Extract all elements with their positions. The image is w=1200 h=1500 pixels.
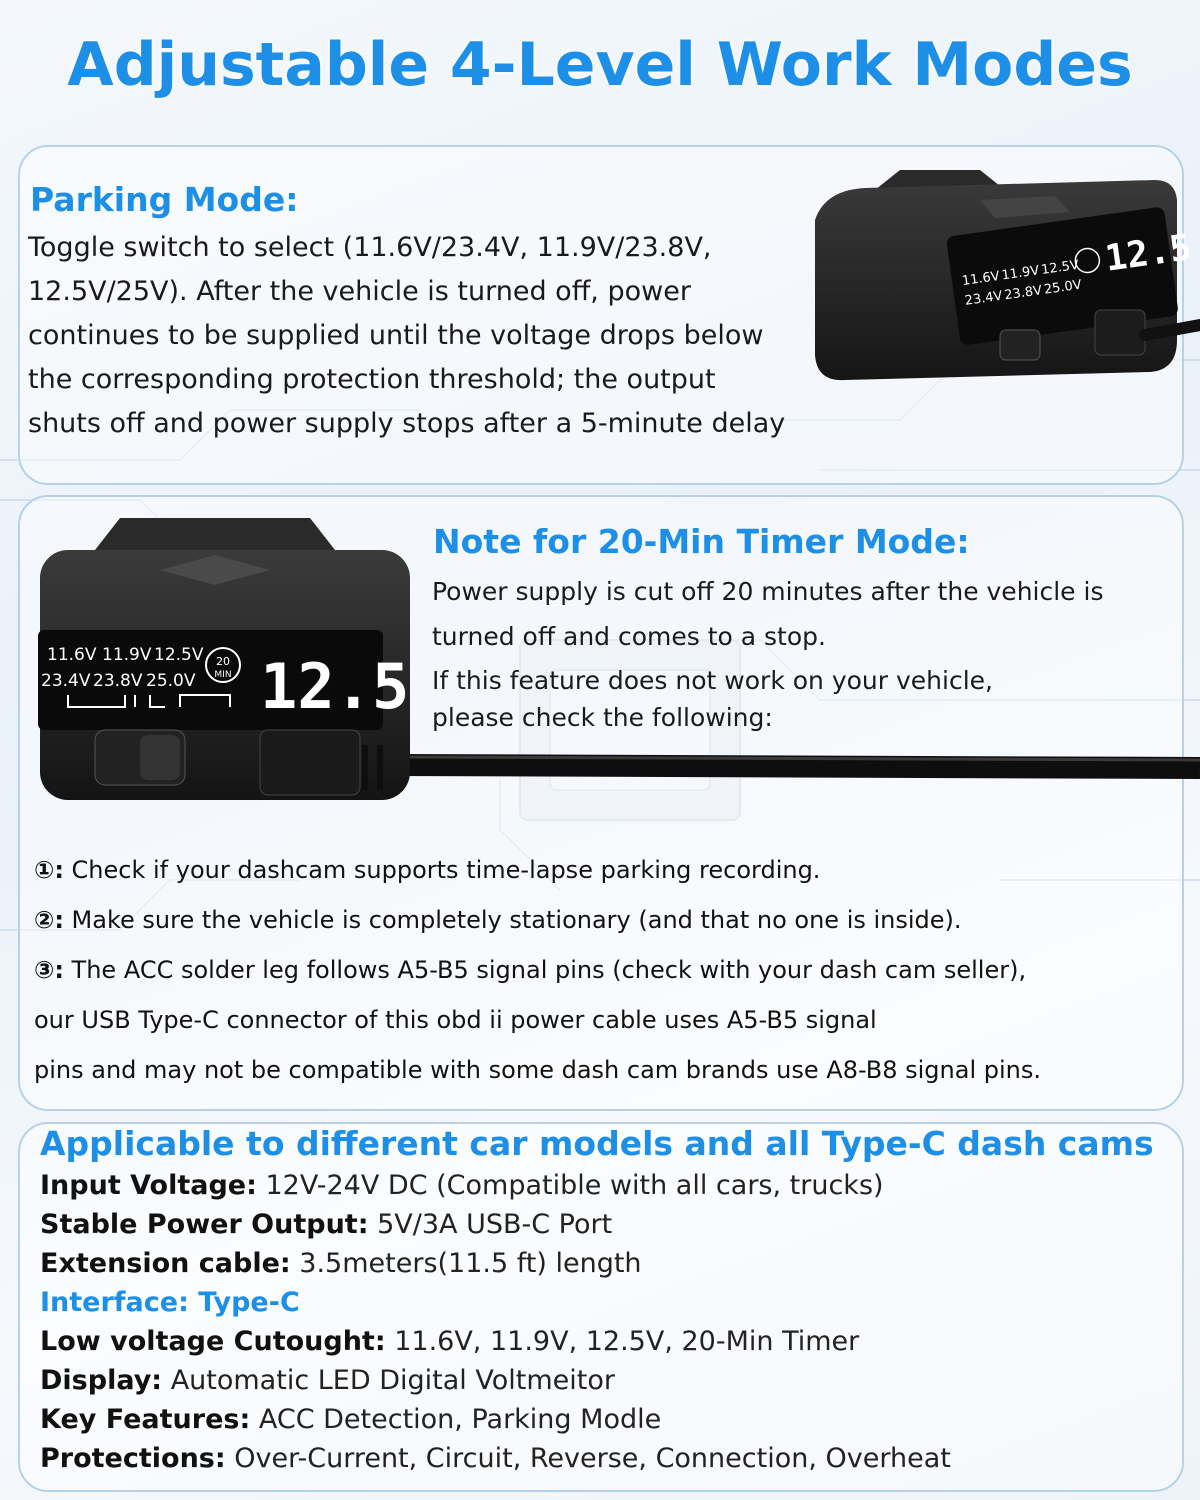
device-timer-unit: MIN [214, 670, 232, 680]
check-item [34, 895, 1174, 945]
spec-key: Interface: Type-C [40, 1287, 300, 1318]
device-label-row1: 12.5V [154, 645, 204, 665]
parking-line: shuts off and power supply stops after a 5-minute delay [28, 408, 786, 439]
device-label-row1: 11.9V [1000, 263, 1041, 284]
spec-display [40, 1361, 1180, 1400]
spec-value: 3.5meters(11.5 ft) length [290, 1248, 642, 1279]
device-label-row2: 23.4V [41, 671, 91, 691]
timer-line: Power supply is cut off 20 minutes after the vehicle is [432, 577, 1104, 606]
parking-line: the corresponding protection threshold; the output [28, 364, 716, 395]
spec-value: Automatic LED Digital Voltmeitor [162, 1365, 615, 1396]
device-label-row2: 25.0V [1043, 277, 1083, 298]
spec-interface [40, 1283, 1180, 1322]
spec-extension-cable [40, 1244, 1180, 1283]
spec-value: 12V-24V DC (Compatible with all cars, trucks) [256, 1170, 884, 1201]
timer-line: please check the following: [432, 703, 773, 732]
spec-protections [40, 1439, 1180, 1478]
spec-value: 11.6V, 11.9V, 12.5V, 20-Min Timer [385, 1326, 860, 1357]
applicable-heading: Applicable to different car models and all Type-C dash cams [40, 1124, 1154, 1163]
check-text: pins and may not be compatible with some dash cam brands use A8-B8 signal pins. [34, 1056, 1042, 1084]
spec-low-voltage [40, 1322, 1180, 1361]
parking-mode-heading: Parking Mode: [30, 180, 299, 219]
check-text: our USB Type-C connector of this obd ii power cable uses A5-B5 signal [34, 1006, 877, 1034]
device-reading-large: 12.5 [260, 650, 410, 723]
check-text: Make sure the vehicle is completely stationary (and that no one is inside). [63, 906, 962, 934]
parking-line: Toggle switch to select (11.6V/23.4V, 11.9V/23.8V, [28, 232, 712, 263]
spec-key: Input Voltage: [40, 1170, 257, 1201]
check-text: The ACC solder leg follows A5-B5 signal pins (check with your dash cam seller), [63, 956, 1027, 984]
check-item [34, 845, 1174, 895]
device-reading-small: 12.5 [1102, 227, 1195, 280]
device-timer-number: 20 [216, 655, 230, 668]
device-label-row1: 11.6V [961, 268, 1001, 290]
page-title: Adjustable 4-Level Work Modes [67, 30, 1133, 100]
spec-key: Stable Power Output: [40, 1209, 369, 1240]
device-label-row2: 23.4V [963, 288, 1004, 309]
check-number: ③: [34, 956, 64, 984]
device-label-row1: 12.5V [1040, 257, 1080, 278]
obd-adapter-image-small [805, 160, 1200, 400]
check-list [34, 845, 1174, 1095]
parking-line: 12.5V/25V). After the vehicle is turned off, power [28, 276, 691, 307]
check-item [34, 945, 1174, 995]
check-item [34, 1045, 1174, 1095]
spec-key-features [40, 1400, 1180, 1439]
device-label-row2: 23.8V [93, 671, 143, 691]
device-label-row1: 11.6V [47, 645, 97, 665]
parking-line: continues to be supplied until the voltage drops below [28, 320, 764, 351]
device-label-row2: 25.0V [146, 671, 196, 691]
timer-line: turned off and comes to a stop. [432, 622, 826, 651]
spec-key: Key Features: [40, 1404, 251, 1435]
check-text: Check if your dashcam supports time-lapse parking recording. [63, 856, 821, 884]
check-number: ①: [34, 856, 64, 884]
spec-value: Over-Current, Circuit, Reverse, Connection, Overheat [225, 1443, 951, 1474]
timer-mode-description [432, 570, 1172, 736]
timer-mode-heading: Note for 20-Min Timer Mode: [433, 522, 970, 561]
spec-power-output [40, 1205, 1180, 1244]
timer-line: If this feature does not work on your vehicle, [432, 666, 993, 695]
spec-key: Protections: [40, 1443, 226, 1474]
spec-key: Extension cable: [40, 1248, 291, 1279]
check-number: ②: [34, 906, 64, 934]
spec-value: 5V/3A USB-C Port [368, 1209, 613, 1240]
device-label-row2: 23.8V [1003, 283, 1044, 304]
parking-mode-description [28, 226, 888, 446]
spec-list [40, 1166, 1180, 1478]
spec-input-voltage [40, 1166, 1180, 1205]
check-item [34, 995, 1174, 1045]
spec-key: Display: [40, 1365, 163, 1396]
device-label-row1: 11.9V [102, 645, 152, 665]
spec-key: Low voltage Cutought: [40, 1326, 386, 1357]
spec-value: ACC Detection, Parking Modle [250, 1404, 662, 1435]
